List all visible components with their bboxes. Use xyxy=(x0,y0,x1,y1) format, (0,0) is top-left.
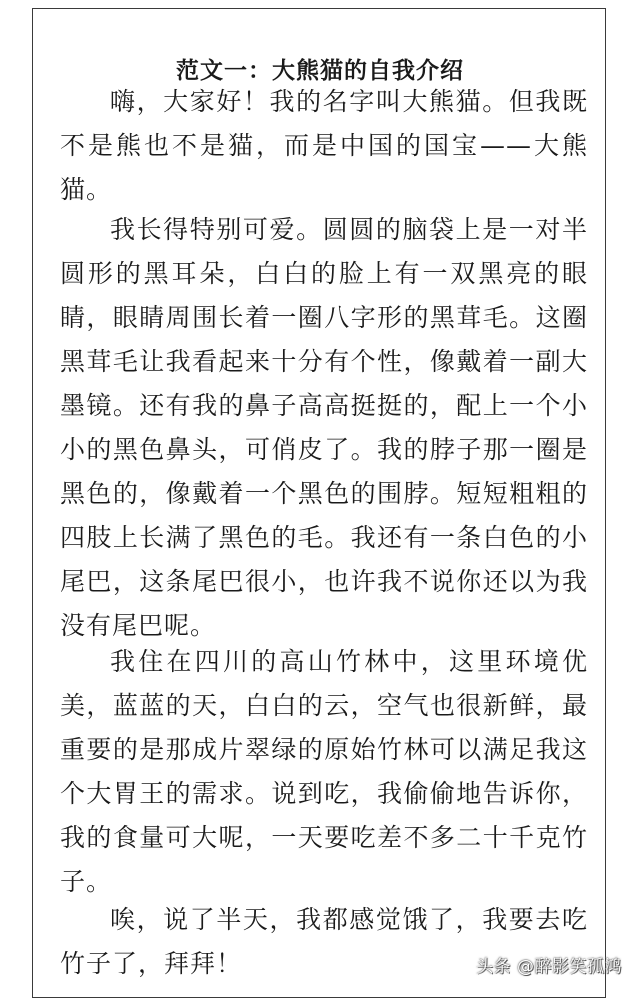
paragraph-appearance: 我长得特别可爱。圆圆的脑袋上是一对半圆形的黑耳朵，白白的脸上有一双黑亮的眼睛，眼睛周围长着一圈八字形的黑茸毛。这圈黑茸毛让我看起来十分有个性，像戴着一副大墨镜。还有我的鼻子高高挺挺的，配上一个小小的黑色鼻头，可俏皮了。我的脖子那一圈是黑色的，像戴着一个黑色的围脖。短短粗粗的四肢上长满了黑色的毛。我还有一条白色的小尾巴，这条尾巴很小，也许我不说你还以为我没有尾巴呢。 xyxy=(60,215,588,640)
paragraph-farewell: 唉，说了半天，我都感觉饿了，我要去吃竹子了，拜拜！ xyxy=(60,905,588,978)
essay-title: 范文一：大熊猫的自我介绍 xyxy=(176,58,464,85)
watermark: 头条 @醉影笑孤鸿 xyxy=(476,957,622,977)
paragraph-intro: 嗨，大家好！我的名字叫大熊猫。但我既不是熊也不是猫，而是中国的国宝——大熊猫。 xyxy=(60,87,588,204)
paragraph-habitat: 我住在四川的高山竹林中，这里环境优美，蓝蓝的天，白白的云，空气也很新鲜，最重要的是那成片翠绿的原始竹林可以满足我这个大胃王的需求。说到吃，我偷偷地告诉你，我的食量可大呢，一天要吃差不多二十千克竹子。 xyxy=(60,647,588,896)
